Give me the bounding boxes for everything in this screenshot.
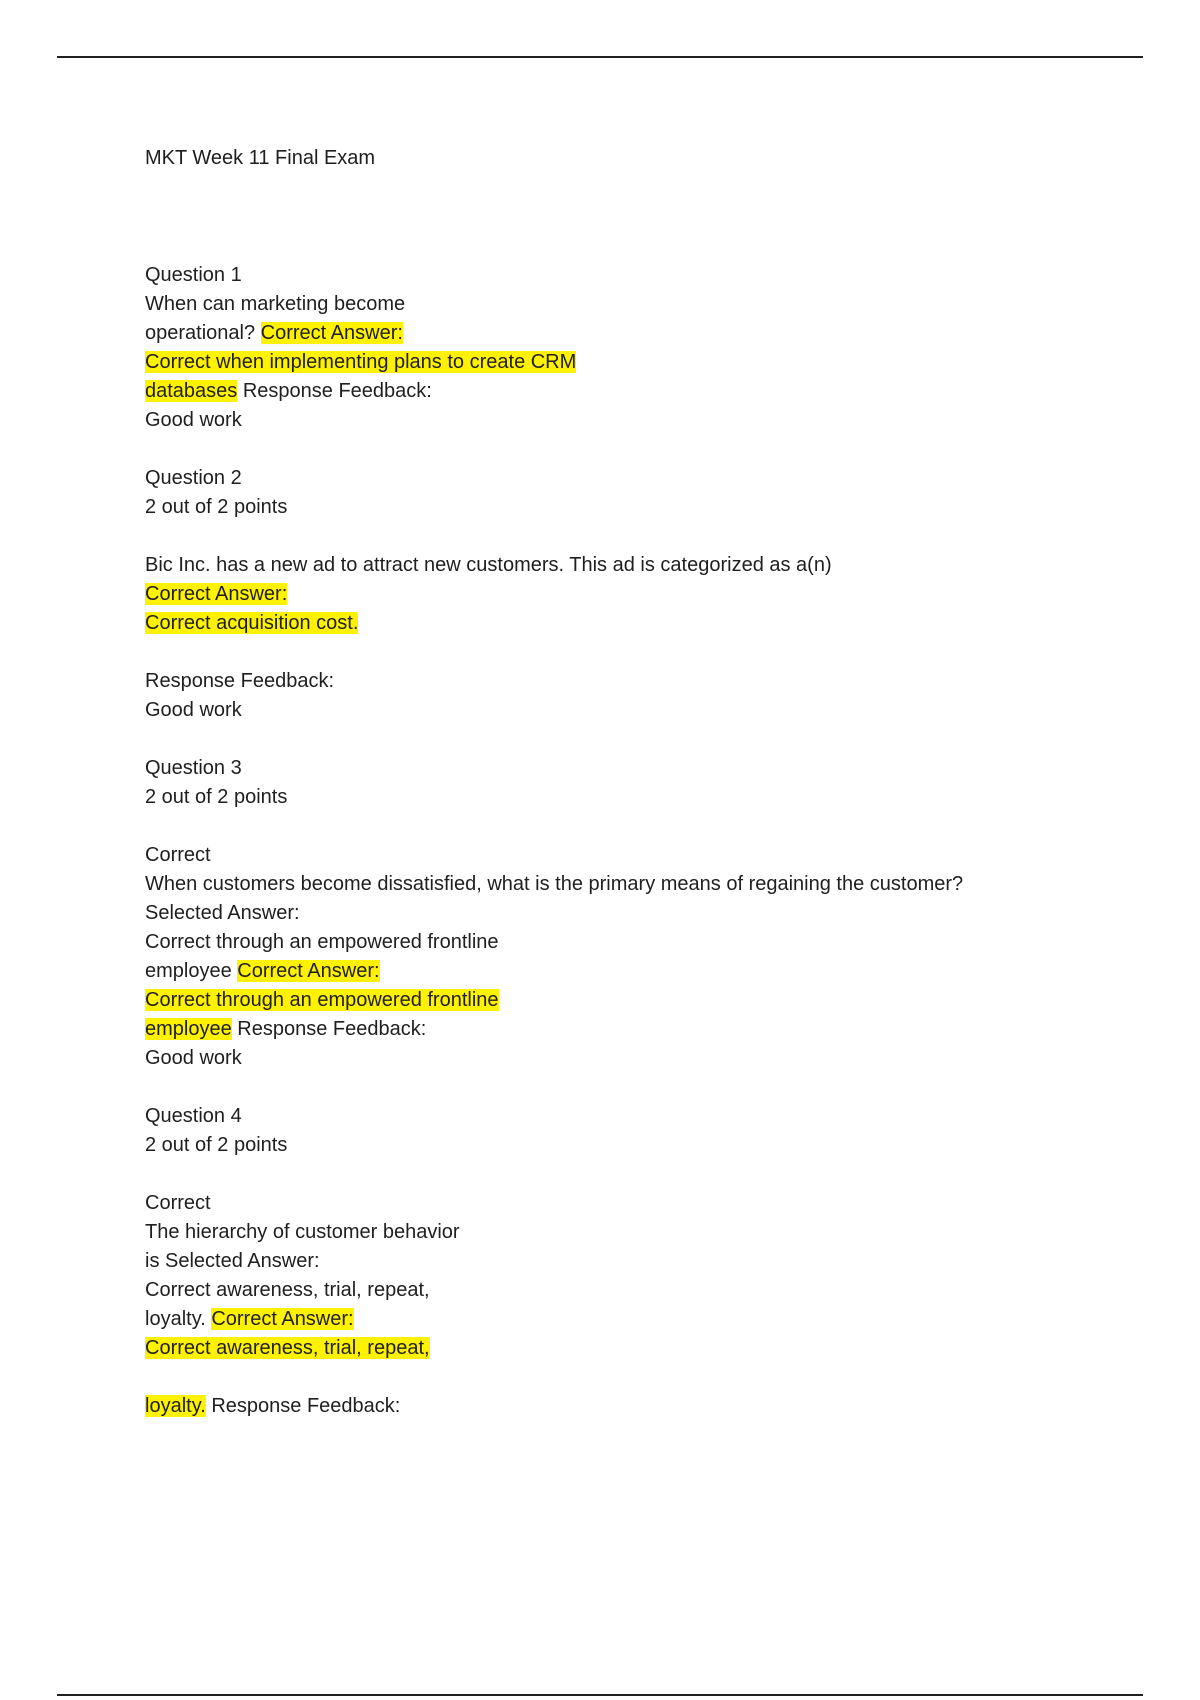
page-bottom-rule bbox=[57, 1694, 1143, 1696]
question-2-correct-label: Correct Answer: bbox=[145, 583, 288, 605]
question-4-selected-answer-line-2 bbox=[145, 1305, 1045, 1334]
question-1-correct-label: Correct Answer: bbox=[260, 322, 403, 344]
question-2-feedback-label: Response Feedback: bbox=[145, 670, 335, 692]
page-top-rule bbox=[57, 56, 1143, 58]
question-3-correct-label: Correct Answer: bbox=[237, 960, 380, 982]
question-3-text: When customers become dissatisfied, what is the primary means of regaining the customer? bbox=[145, 873, 964, 895]
question-3-status: Correct bbox=[145, 844, 211, 866]
question-1-text-tail: operational? bbox=[145, 322, 261, 344]
question-3-points: 2 out of 2 points bbox=[145, 786, 288, 808]
question-3-correct-answer-line-2 bbox=[145, 1015, 1045, 1044]
question-1-text-line-2 bbox=[145, 319, 1045, 348]
question-4-correct-label: Correct Answer: bbox=[211, 1308, 354, 1330]
question-3-correct-answer-line-1 bbox=[145, 986, 1045, 1015]
question-4 bbox=[145, 1102, 1045, 1421]
question-1-correct-answer-line-2 bbox=[145, 377, 1045, 406]
question-3-selected-answer-part-2: employee bbox=[145, 960, 238, 982]
question-2-correct-answer: Correct acquisition cost. bbox=[145, 612, 359, 634]
question-1-correct-answer-part-1: Correct when implementing plans to create CRM bbox=[145, 351, 577, 373]
question-3-correct-answer-part-2: employee bbox=[145, 1018, 232, 1040]
question-4-correct-answer-line-1 bbox=[145, 1334, 1045, 1363]
question-2 bbox=[145, 464, 1045, 725]
question-1-text-line-1: When can marketing become bbox=[145, 293, 406, 315]
question-4-correct-answer-part-2: loyalty. bbox=[145, 1395, 206, 1417]
question-4-correct-answer-line-2 bbox=[145, 1392, 1045, 1421]
question-4-points: 2 out of 2 points bbox=[145, 1134, 288, 1156]
question-3-correct-answer-part-1: Correct through an empowered frontline bbox=[145, 989, 499, 1011]
question-3-feedback: Good work bbox=[145, 1047, 242, 1069]
question-3-selected-answer-line-2 bbox=[145, 957, 1045, 986]
question-4-status: Correct bbox=[145, 1192, 211, 1214]
question-4-correct-answer-part-1: Correct awareness, trial, repeat, bbox=[145, 1337, 430, 1359]
question-1 bbox=[145, 261, 1045, 435]
question-2-feedback: Good work bbox=[145, 699, 242, 721]
question-4-text-line-2: is Selected Answer: bbox=[145, 1250, 320, 1272]
question-1-heading: Question 1 bbox=[145, 264, 242, 286]
question-2-text: Bic Inc. has a new ad to attract new customers. This ad is categorized as a(n) bbox=[145, 554, 832, 576]
question-3 bbox=[145, 754, 1045, 1073]
question-2-points: 2 out of 2 points bbox=[145, 496, 288, 518]
question-1-feedback: Good work bbox=[145, 409, 242, 431]
question-2-heading: Question 2 bbox=[145, 467, 242, 489]
question-4-selected-answer-part-2: loyalty. bbox=[145, 1308, 212, 1330]
question-4-feedback-label: Response Feedback: bbox=[205, 1395, 401, 1417]
question-1-correct-answer-line-1 bbox=[145, 348, 1045, 377]
question-3-feedback-label: Response Feedback: bbox=[231, 1018, 427, 1040]
question-3-selected-label: Selected Answer: bbox=[145, 902, 300, 924]
document-title: MKT Week 11 Final Exam bbox=[145, 147, 376, 169]
question-3-selected-answer-line-1: Correct through an empowered frontline bbox=[145, 931, 499, 953]
question-2-correct-answer-line bbox=[145, 609, 1045, 638]
question-4-heading: Question 4 bbox=[145, 1105, 242, 1127]
question-1-correct-answer-part-2: databases bbox=[145, 380, 238, 402]
question-4-selected-answer-line-1: Correct awareness, trial, repeat, bbox=[145, 1279, 430, 1301]
question-3-heading: Question 3 bbox=[145, 757, 242, 779]
question-4-text-line-1: The hierarchy of customer behavior bbox=[145, 1221, 460, 1243]
question-1-feedback-label: Response Feedback: bbox=[237, 380, 432, 402]
question-2-correct-label-line bbox=[145, 580, 1045, 609]
exam-document bbox=[145, 144, 1045, 1421]
